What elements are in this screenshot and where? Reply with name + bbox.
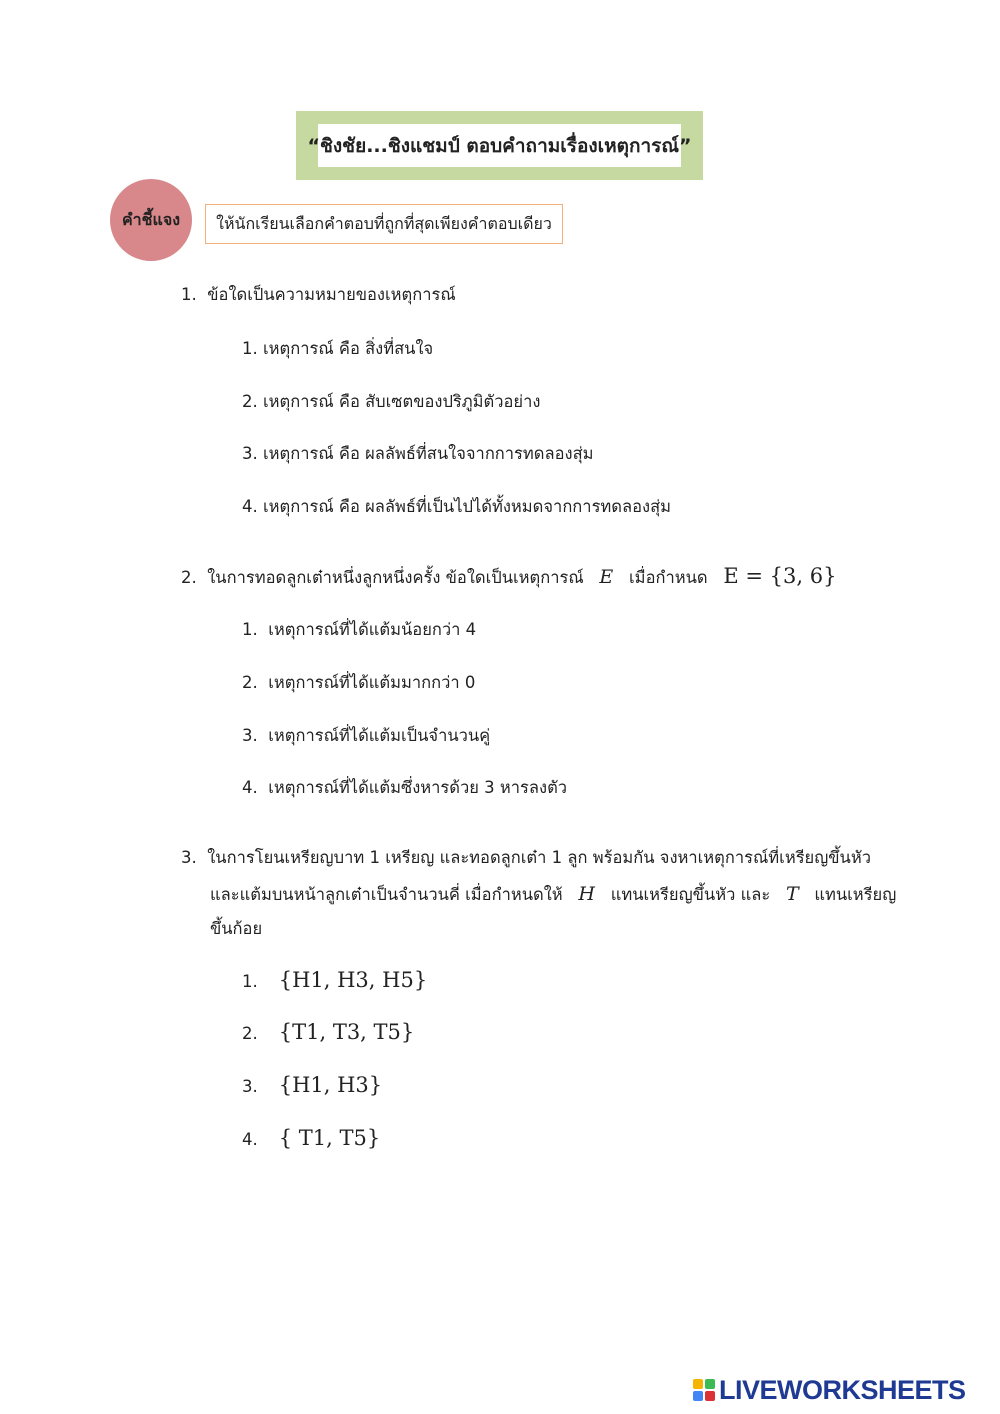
instruction-text: ให้นักเรียนเลือกคำตอบที่ถูกที่สุดเพียงคำตอบเดียว (205, 204, 563, 244)
option-text: เหตุการณ์ คือ ผลลัพธ์ที่สนใจจากการทดลองสุ่ม (263, 444, 594, 463)
option-number: 2. (242, 1024, 258, 1043)
option-number: 1. (242, 620, 258, 639)
question-2 (181, 566, 836, 587)
question-text-line-2c: แทนเหรียญ (814, 885, 897, 904)
q1-option-3[interactable] (242, 446, 594, 463)
q1-option-2[interactable] (242, 394, 540, 411)
liveworksheets-logo (693, 1374, 966, 1406)
variable-t: T (785, 883, 799, 905)
event-equation: E = {3, 6} (723, 564, 837, 588)
option-number: 1. (242, 339, 258, 358)
q3-option-1[interactable] (242, 970, 427, 991)
q3-option-2[interactable] (242, 1022, 414, 1043)
option-text: เหตุการณ์ที่ได้แต้มน้อยกว่า 4 (268, 620, 477, 639)
liveworksheets-logo-icon (693, 1379, 715, 1401)
question-text: ข้อใดเป็นความหมายของเหตุการณ์ (207, 285, 456, 304)
question-3 (181, 850, 871, 867)
option-text: เหตุการณ์ที่ได้แต้มซึ่งหารด้วย 3 หารลงตัว (268, 778, 568, 797)
q2-option-3[interactable] (242, 728, 490, 745)
option-number: 4. (242, 1130, 258, 1149)
q3-option-3[interactable] (242, 1075, 382, 1096)
q3-option-4[interactable] (242, 1128, 380, 1149)
page-title: “ชิงชัย...ชิงแชมป์ ตอบคำถามเรื่องเหตุการณ์” (318, 124, 681, 167)
option-set: {T1, T3, T5} (278, 1020, 415, 1044)
option-number: 2. (242, 392, 258, 411)
instruction-badge: คำชี้แจง (110, 179, 192, 261)
question-text-line-2b: แทนเหรียญขึ้นหัว และ (610, 885, 771, 904)
question-3-line-2 (210, 885, 896, 904)
question-text-line-1: ในการโยนเหรียญบาท 1 เหรียญ และทอดลูกเต๋า 1 ลูก พร้อมกัน จงหาเหตุการณ์ที่เหรียญขึ้นหัว (207, 848, 871, 867)
option-number: 2. (242, 673, 258, 692)
option-number: 3. (242, 726, 258, 745)
option-number: 4. (242, 778, 258, 797)
option-number: 3. (242, 1077, 258, 1096)
question-number: 2. (181, 568, 197, 587)
variable-e: E (599, 566, 614, 588)
question-3-line-3: ขึ้นก้อย (210, 919, 263, 938)
question-text-line-2a: และแต้มบนหน้าลูกเต๋าเป็นจำนวนคี่ เมื่อกำหนดให้ (210, 885, 563, 904)
option-text: เหตุการณ์ คือ สับเซตของปริภูมิตัวอย่าง (263, 392, 541, 411)
title-frame (296, 111, 703, 180)
option-number: 4. (242, 497, 258, 516)
q2-option-4[interactable] (242, 780, 567, 797)
question-number: 1. (181, 285, 197, 304)
logo-text: LIVEWORKSHEETS (719, 1374, 966, 1405)
option-text: เหตุการณ์ คือ สิ่งที่สนใจ (263, 339, 434, 358)
q2-option-1[interactable] (242, 622, 476, 639)
option-set: { T1, T5} (278, 1126, 381, 1150)
question-text-condition: เมื่อกำหนด (629, 568, 708, 587)
q1-option-4[interactable] (242, 499, 671, 516)
variable-h: H (578, 883, 595, 905)
option-number: 3. (242, 444, 258, 463)
option-set: {H1, H3, H5} (278, 968, 428, 992)
option-number: 1. (242, 972, 258, 991)
question-text: ในการทอดลูกเต๋าหนึ่งลูกหนึ่งครั้ง ข้อใดเป็นเหตุการณ์ (207, 568, 584, 587)
option-set: {H1, H3} (278, 1073, 383, 1097)
option-text: เหตุการณ์ที่ได้แต้มมากกว่า 0 (268, 673, 476, 692)
question-number: 3. (181, 848, 197, 867)
q2-option-2[interactable] (242, 675, 475, 692)
option-text: เหตุการณ์ คือ ผลลัพธ์ที่เป็นไปได้ทั้งหมดจากการทดลองสุ่ม (263, 497, 672, 516)
q1-option-1[interactable] (242, 341, 433, 358)
option-text: เหตุการณ์ที่ได้แต้มเป็นจำนวนคู่ (268, 726, 491, 745)
question-1 (181, 287, 456, 304)
